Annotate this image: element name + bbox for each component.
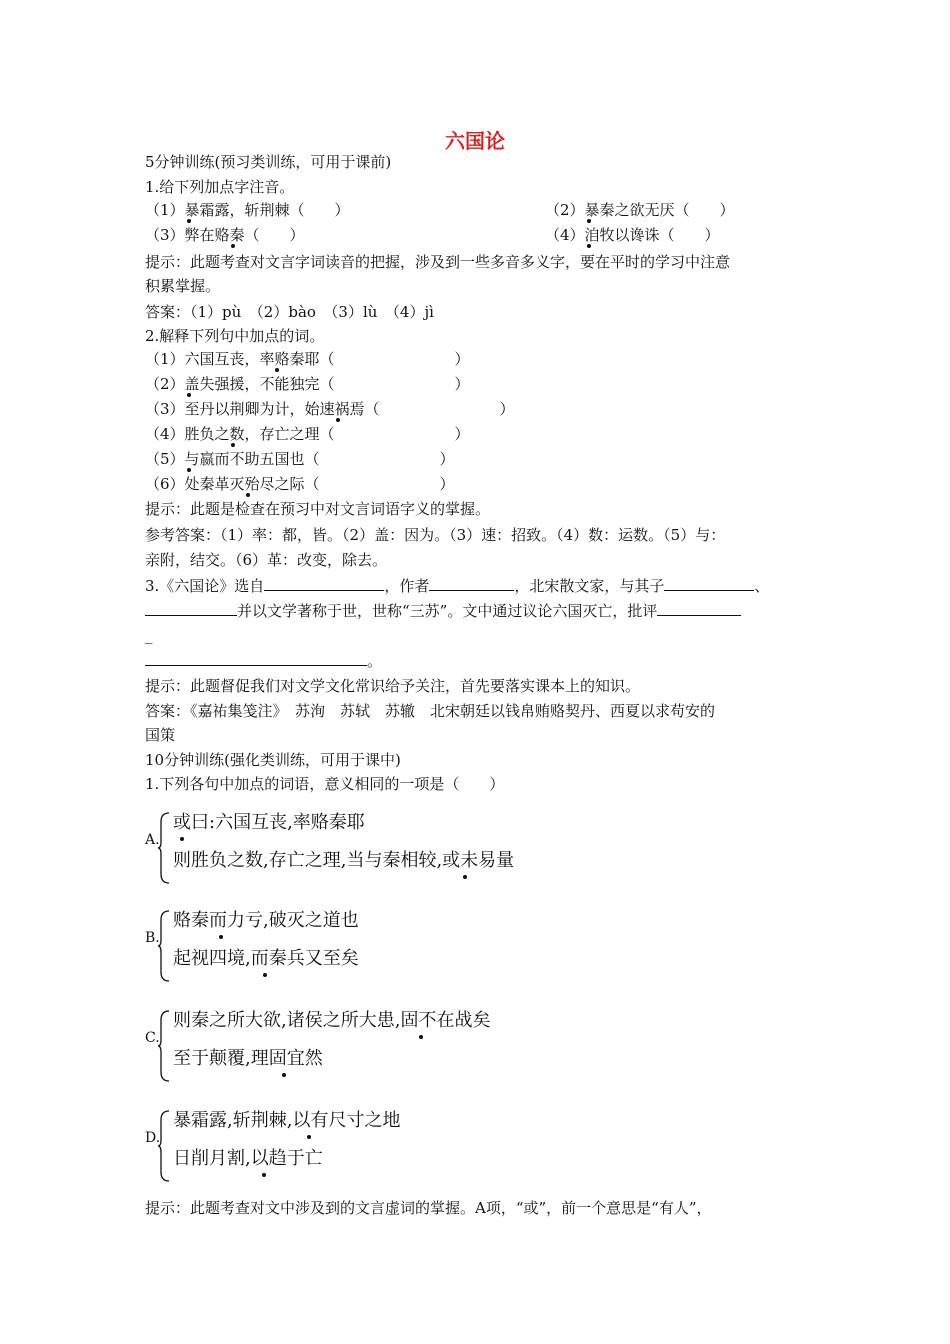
emphasis-dot [263,973,267,977]
q2-item-3: （3）至丹以荆卿为计，始速祸焉（ ） [145,400,515,418]
q2-answer-line2: 亲附，结交。（6）革：改变，除去。 [145,551,388,569]
option-c [145,1008,645,1088]
emphasis-dot [262,1173,266,1177]
s2-q1-hint: 提示：此题考查对文中涉及到的文言虚词的掌握。A项，“或”，前一个意思是“有人”， [145,1199,712,1217]
blank-criticism [657,600,741,616]
page-title: 六国论 [445,129,505,153]
emphasis-dot [307,1135,311,1139]
s2-q1-stem: 1.下列各句中加点的词语，意义相同的一项是（ ） [145,775,505,793]
blank-son-1 [664,575,754,591]
q3-dash: _ [145,626,153,644]
blank-author [429,575,514,591]
emphasis-dot [282,1073,286,1077]
q2-item-2: （2）盖失强援，不能独完（ ） [145,375,470,393]
blank-criticism-cont [145,650,367,666]
emphasis-dot [187,393,191,397]
q1-item-3: （3）弊在赂秦（ ） [145,226,305,244]
option-line-2: 起视四境,而秦兵又至矣 [173,948,359,969]
emphasis-dot [587,244,591,248]
emphasis-dot [187,468,191,472]
option-label: C. [145,1030,160,1046]
emphasis-dot [419,1035,423,1039]
option-line-1: 暴霜露,斩荆棘,以有尺寸之地 [173,1110,401,1131]
q3-answer-line1: 答案：《嘉祐集笺注》 苏洵 苏轼 苏辙 北宋朝廷以钱帛贿赂契丹、西夏以求苟安的 [145,702,716,720]
emphasis-dot [246,493,250,497]
emphasis-dot [187,219,191,223]
q3-line2: 并以文学著称于世，世称“三苏”。文中通过议论六国灭亡，批评 [145,600,741,621]
option-label: D. [145,1130,161,1146]
q3-hint: 提示：此题督促我们对文学文化常识给予关注，首先要落实课本上的知识。 [145,677,641,695]
q3-answer-line2: 国策 [145,726,176,744]
option-d [145,1108,645,1188]
option-line-2: 则胜负之数,存亡之理,当与秦相较,或未易量 [173,850,515,871]
q1-item-1: （1）暴霜露，斩荆棘（ ） [145,201,350,219]
brace-icon [157,812,171,884]
option-label: A. [145,832,160,848]
emphasis-dot [336,418,340,422]
q1-hint-line1: 提示：此题考查对文言字词读音的把握，涉及到一些多音多义字，要在平时的学习中注意 [145,253,731,271]
brace-icon [157,910,171,982]
q3-line1: 3.《六国论》选自 ，作者 ，北宋散文家，与其子 、 [145,577,770,595]
option-label: B. [145,930,160,946]
q1-stem: 1.给下列加点字注音。 [145,178,295,196]
emphasis-dot [219,935,223,939]
q1-hint-line2: 积累掌握。 [145,277,221,295]
q1-answer: 答案：（1）pù （2）bào （3）lù （4）jì [145,303,434,321]
q2-item-6: （6）处秦革灭殆尽之际（ ） [145,475,455,493]
q2-item-4: （4）胜负之数，存亡之理（ ） [145,425,470,443]
emphasis-dot [463,875,467,879]
brace-icon [157,1010,171,1082]
q3-line3: 。 [145,650,382,671]
q2-hint: 提示：此题是检查在预习中对文言词语字义的掌握。 [145,500,491,518]
option-line-1: 或曰:六国互丧,率赂秦耶 [173,812,365,833]
emphasis-dot [231,244,235,248]
q1-item-4: （4）洎牧以谗诛（ ） [545,226,720,244]
option-line-2: 日削月割,以趋于亡 [173,1148,323,1169]
option-line-1: 则秦之所大欲,诸侯之所大患,固不在战矣 [173,1010,491,1031]
emphasis-dot [275,368,279,372]
section-heading-5min: 5分钟训练(预习类训练，可用于课前) [145,153,392,171]
q2-answer-line1: 参考答案：（1）率：都，皆。（2）盖：因为。（3）速：招致。（4）数：运数。（5）与： [145,526,726,544]
brace-icon [157,1110,171,1182]
emphasis-dot [587,219,591,223]
option-line-2: 至于颠覆,理固宜然 [173,1048,323,1069]
q2-item-5: （5）与嬴而不助五国也（ ） [145,450,455,468]
option-b [145,908,645,988]
q1-item-2: （2）暴秦之欲无厌（ ） [545,201,735,219]
section-heading-10min: 10分钟训练(强化类训练，可用于课中) [145,751,401,769]
q2-item-1: （1）六国互丧，率赂秦耶（ ） [145,350,470,368]
blank-source-book [264,575,384,591]
option-line-1: 赂秦而力亏,破灭之道也 [173,910,359,931]
option-a [145,810,645,890]
emphasis-dot [231,443,235,447]
emphasis-dot [180,837,184,841]
blank-son-2 [145,600,237,616]
q2-stem: 2.解释下列句中加点的词。 [145,327,325,345]
